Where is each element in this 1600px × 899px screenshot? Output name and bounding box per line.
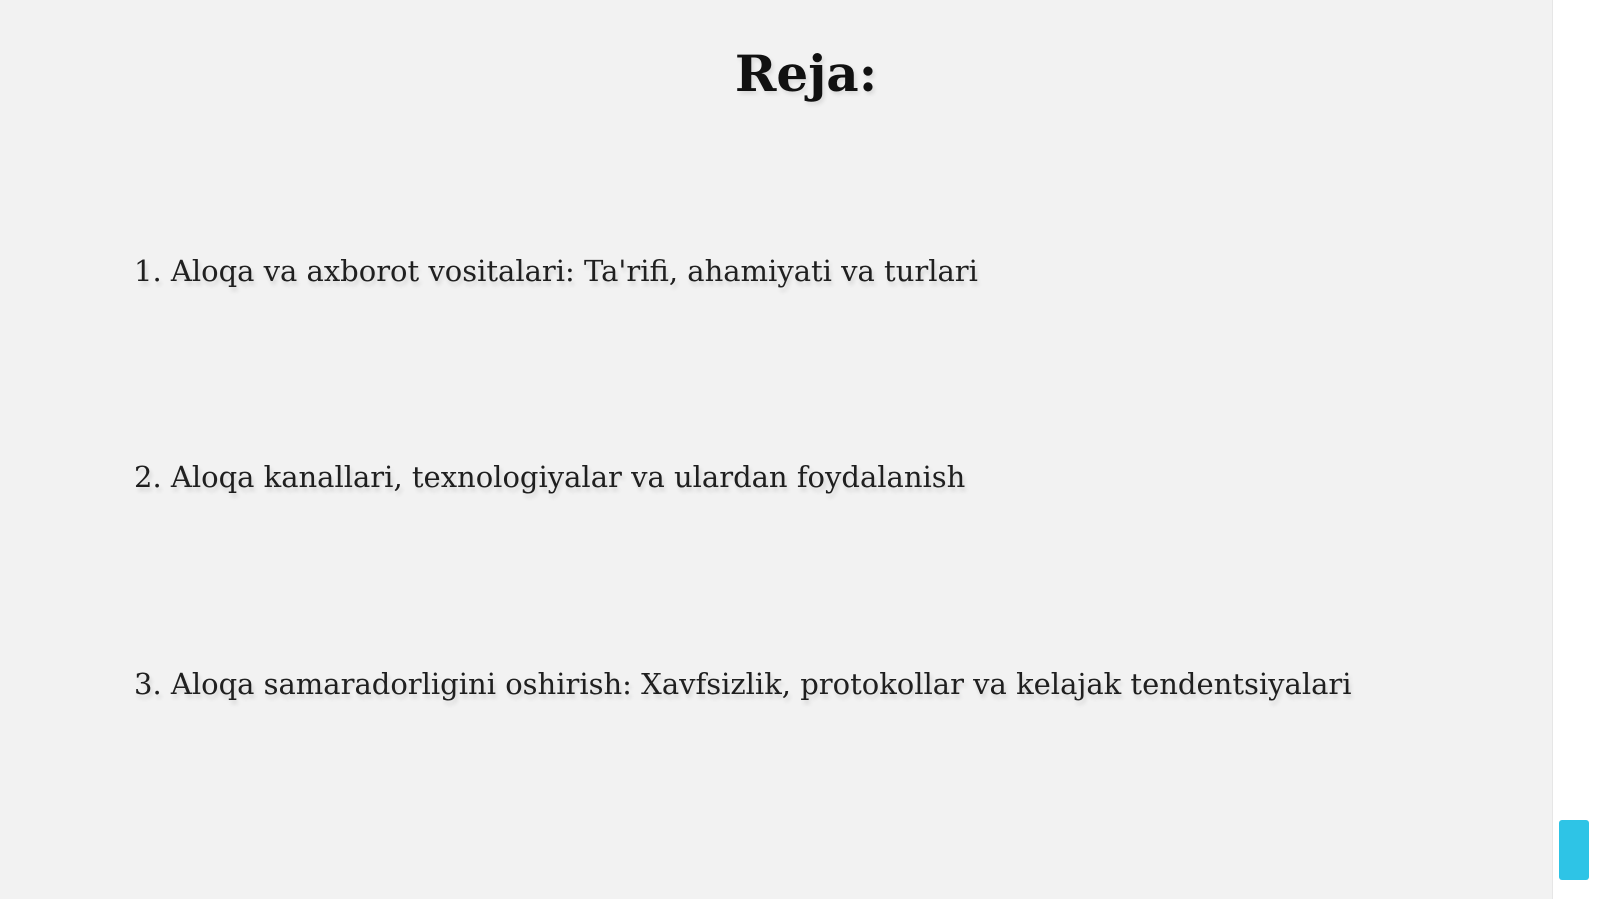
plan-item-2: 2. Aloqa kanallari, texnologiyalar va ulardan foydalanish bbox=[134, 460, 966, 494]
slide-title: Reja: bbox=[734, 44, 878, 103]
plan-item-1: 1. Aloqa va axborot vositalari: Ta'rifi, ahamiyati va turlari bbox=[134, 254, 978, 288]
scrollbar-thumb[interactable] bbox=[1559, 820, 1589, 880]
plan-item-3: 3. Aloqa samaradorligini oshirish: Xavfsizlik, protokollar va kelajak tendentsiyalari bbox=[134, 667, 1352, 701]
scroll-track bbox=[1552, 0, 1600, 899]
